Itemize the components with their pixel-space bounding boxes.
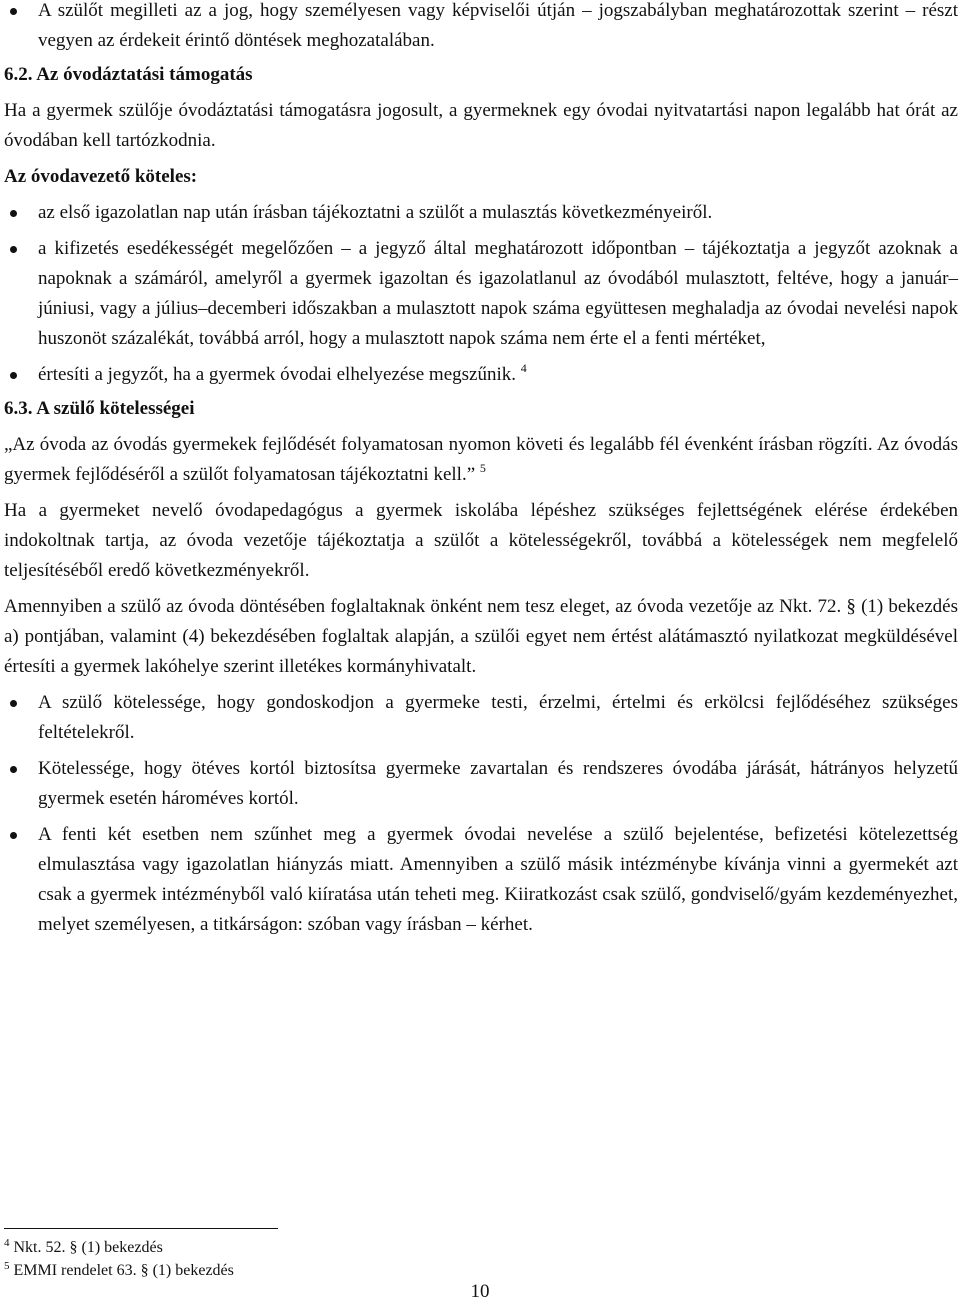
bullet-parent-right: A szülőt megilleti az a jog, hogy személyesen vagy képviselői útján – jogszabályban meghatározottak szerint – részt vegyen az érdekeit érintő döntések meghozatalában. <box>4 0 958 56</box>
bullet-transfer: A fenti két esetben nem szűnhet meg a gyermek óvodai nevelése a szülő bejelentése, befizetési kötelezettség elmulasztása vagy igazolatlan hiányzás miatt. Amennyiben a szülő másik intézménybe kívánja vinni a gyermekét azt csak a gyermek intézményből való kiíratása után teheti meg. Kiiratkozást csak szülő, gondviselő/gyám kezdeményezhet, melyet személyesen, a titkárságon: szóban vagy írásban – kérhet. <box>4 820 958 940</box>
footnote-5: $^5$ EMMI rendelet 63. § (1) bekezdés <box>4 1260 234 1279</box>
para-disagreement: Amennyiben a szülő az óvoda döntésében foglaltaknak önként nem tesz eleget, az óvoda vezetője az Nkt. 72. § (1) bekezdés a) pontjában, valamint (4) bekezdésében foglaltak alapján, a szülői egyet nem értést alátámasztó nyilatkozat megküldésével értesíti a gyermek lakóhelye szerint illetékes kormányhivatalt. <box>4 596 958 677</box>
para-school-readiness: Ha a gyermeket nevelő óvodapedagógus a gyermek iskolába lépéshez szükséges fejlettségének elérése érdekében indokoltnak tartja, az óvoda vezetője tájékoztatja a szülőt a kötelességekről, továbbá a kötelességek nem megfelelő teljesítéséből eredő következményekről. <box>4 500 958 581</box>
bullet-notify-notary: értesíti a jegyzőt, ha a gyermek óvodai elhelyezése megszűnik. $^4$ <box>4 360 958 390</box>
para-support: Ha a gyermek szülője óvodáztatási támogatásra jogosult, a gyermeknek egy óvodai nyitvatartási napon legalább hat órát az óvodában kell tartózkodnia. <box>4 100 958 151</box>
bullet-payment-due: a kifizetés esedékességét megelőzően – a jegyző által meghatározott időpontban – tájékoztatja a jegyzőt azoknak a napoknak a számáról, amelyről a gyermek igazoltan és igazolatlanul az óvodából mulasztott, feltéve, hogy a január–júniusi, vagy a július–decemberi időszakban a mulasztott napok száma együttesen meghaladja az óvodai nevelési napok huszonöt százalékát, továbbá arról, hogy a mulasztott napok száma nem érte el a fenti mértéket, <box>4 234 958 354</box>
footnote-separator <box>4 1228 278 1229</box>
heading-6-2: 6.2. Az óvodáztatási támogatás <box>4 64 253 85</box>
footnote-ref-5[interactable]: 5 <box>479 461 486 475</box>
page-number: 10 <box>470 1281 490 1302</box>
para-quote: „Az óvoda az óvodás gyermekek fejlődését folyamatosan nyomon követi és legalább fél évenként írásban rögzíti. Az óvodás gyermek fejlődéséről a szülőt folyamatosan tájékoztatni kell.” $^5$ <box>4 434 958 485</box>
document-body <box>4 0 958 940</box>
bullet-development-conditions: A szülő kötelessége, hogy gondoskodjon a gyermeke testi, érzelmi, értelmi és erkölcsi fejlődéséhez szükséges feltételekről. <box>4 688 958 748</box>
footnote-ref-4[interactable]: 4 <box>520 361 527 375</box>
heading-leader-duties: Az óvodavezető köteles: <box>4 166 198 187</box>
bullet-first-unexcused: az első igazolatlan nap után írásban tájékoztatni a szülőt a mulasztás következményeiről. <box>4 198 958 228</box>
footnote-4: $^4$ Nkt. 52. § (1) bekezdés <box>4 1237 163 1256</box>
heading-6-3: 6.3. A szülő kötelességei <box>4 398 195 419</box>
bullet-attendance: Kötelessége, hogy ötéves kortól biztosítsa gyermeke zavartalan és rendszeres óvodába járását, hátrányos helyzetű gyermek esetén hároméves kortól. <box>4 754 958 814</box>
